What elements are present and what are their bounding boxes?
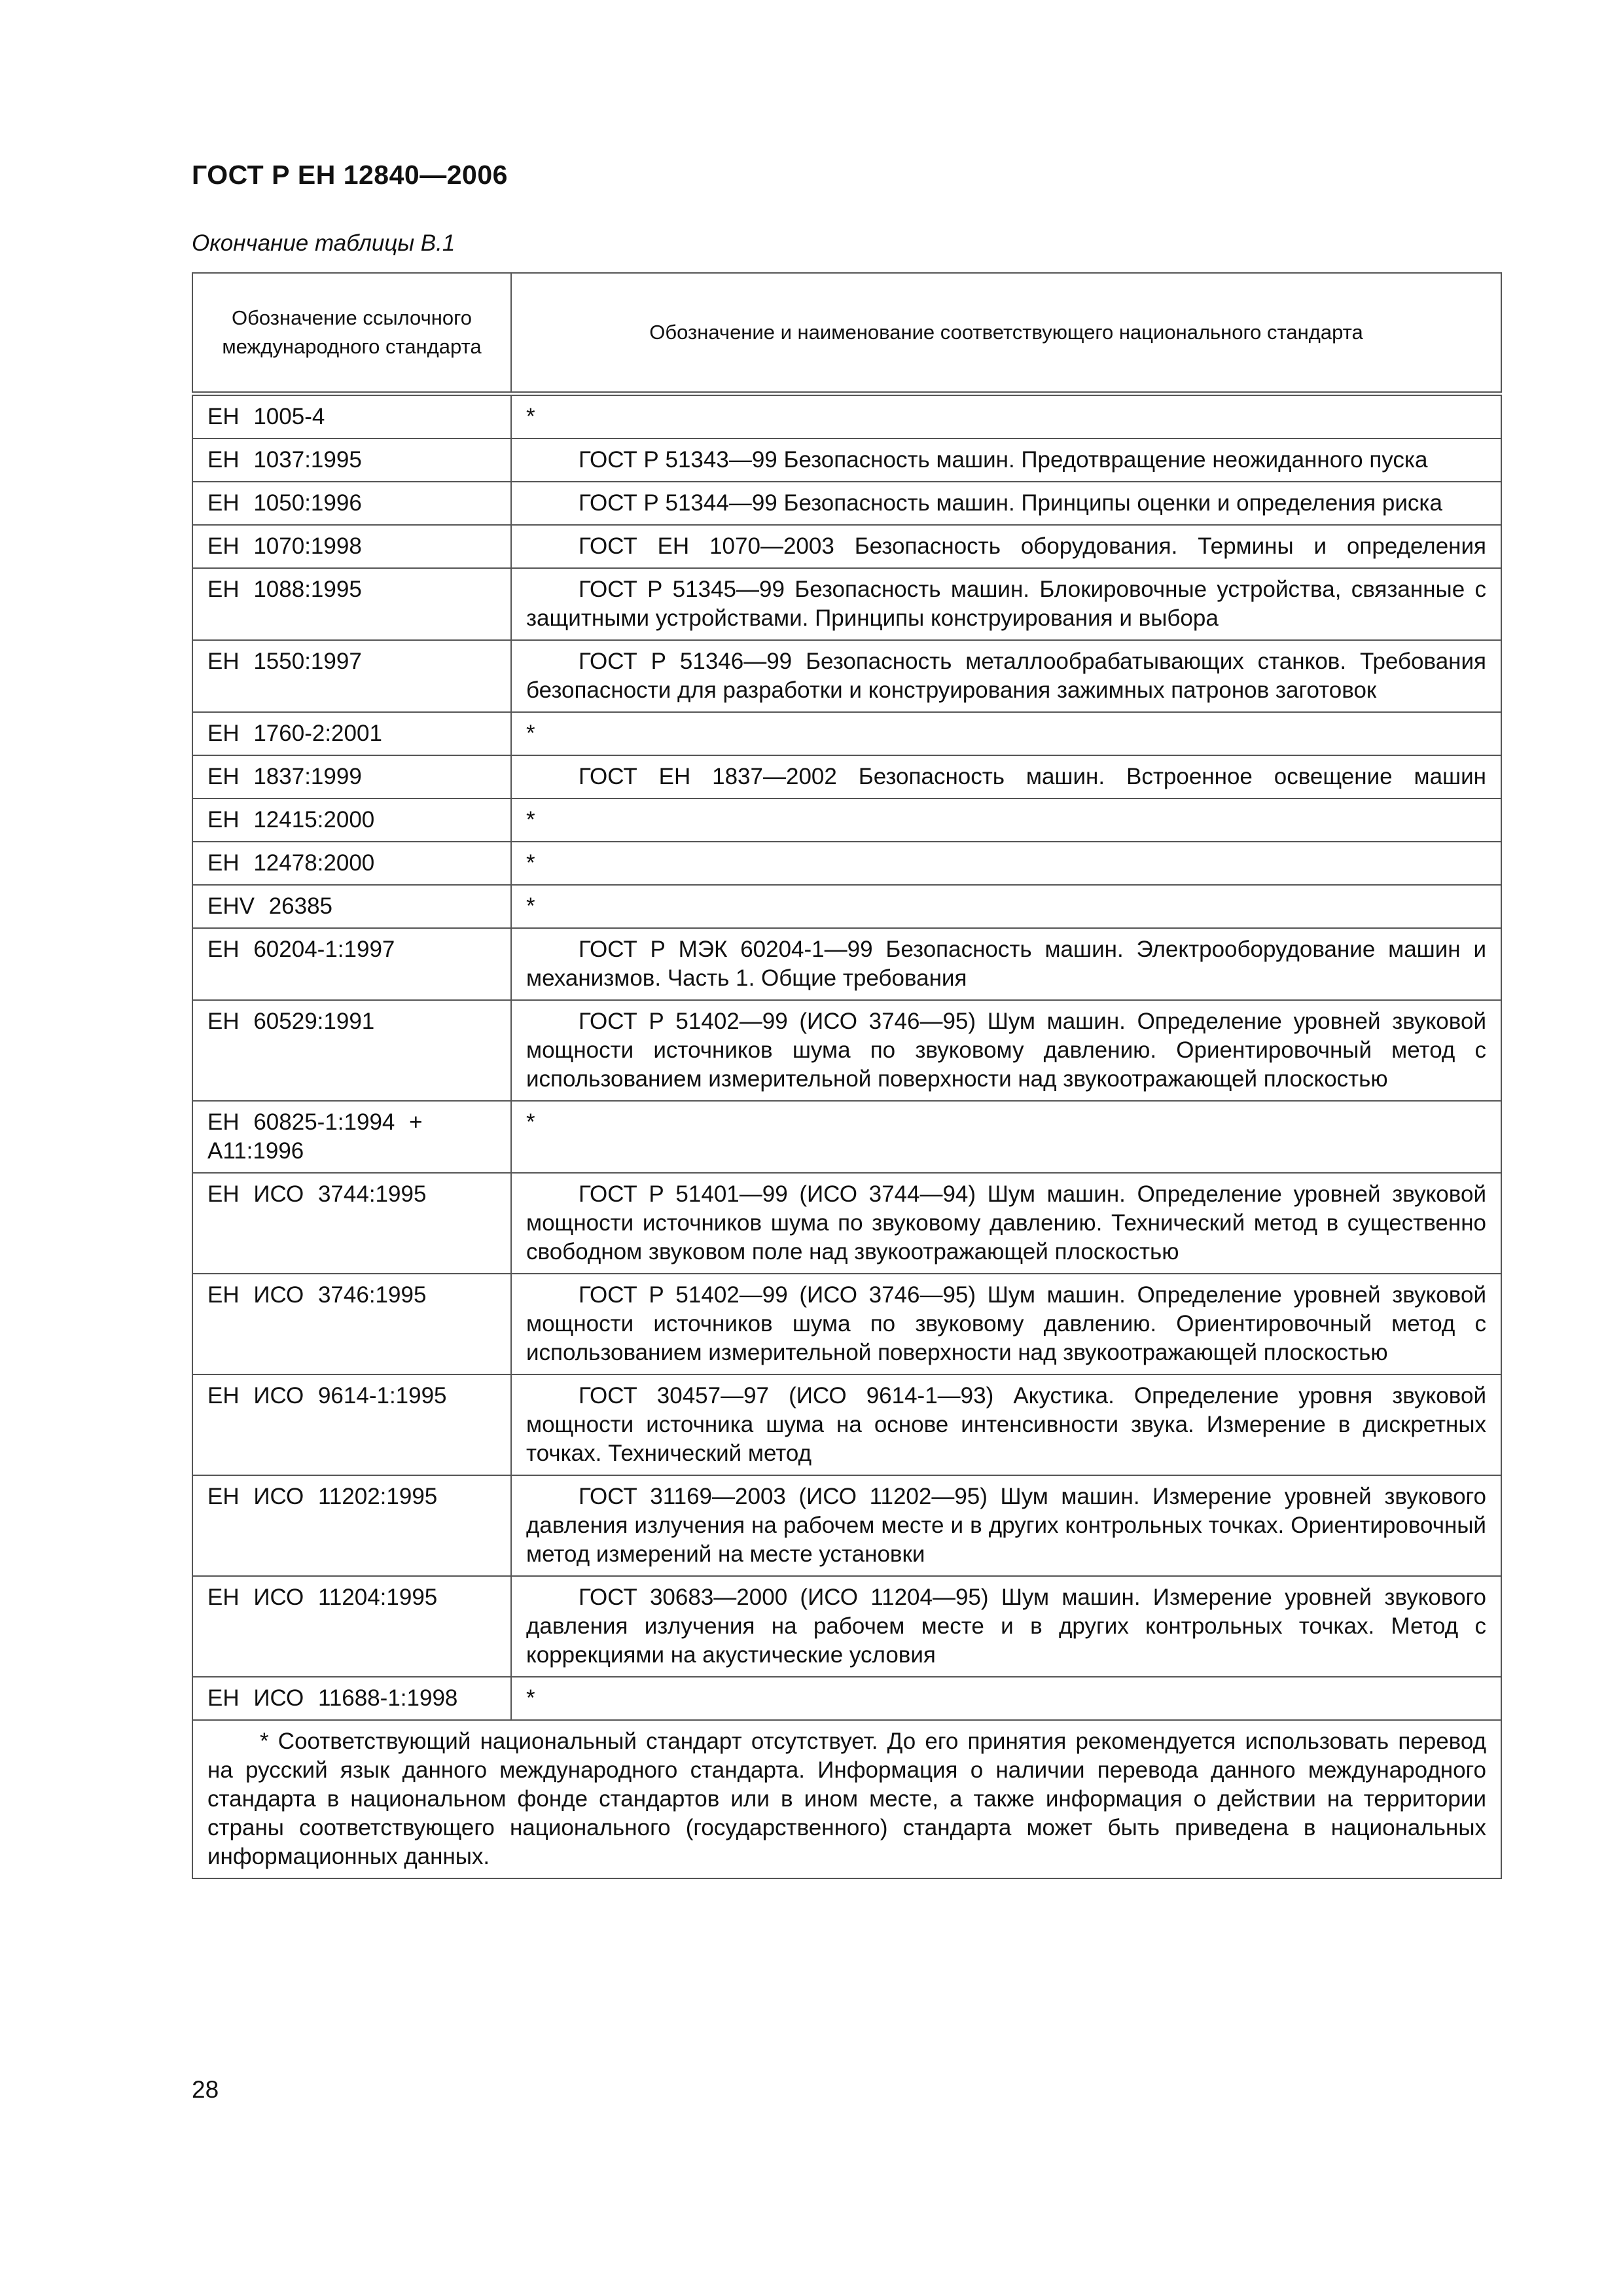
table-row xyxy=(192,1000,1501,1101)
table-caption: Окончание таблицы В.1 xyxy=(192,230,455,256)
table-row xyxy=(192,712,1501,755)
header-national-standard: Обозначение и наименование соответствующего национального стандарта xyxy=(511,273,1501,394)
international-code-cell: ЕН 1088:1995 xyxy=(192,568,511,640)
national-standard-cell: ГОСТ ЕН 1837—2002 Безопасность машин. Встроенное освещение машин xyxy=(511,755,1501,798)
international-code-cell: ЕН 60529:1991 xyxy=(192,1000,511,1101)
table-row xyxy=(192,640,1501,712)
international-code-cell: ЕН ИСО 3744:1995 xyxy=(192,1173,511,1274)
table-row xyxy=(192,798,1501,842)
national-standard-cell: ГОСТ 30457—97 (ИСО 9614-1—93) Акустика. Определение уровня звуковой мощности источника шума на основе интенсивности звука. Измерение в дискретных точках. Технический метод xyxy=(511,1374,1501,1475)
national-standard-cell: * xyxy=(511,394,1501,439)
table-header-row xyxy=(192,273,1501,394)
national-standard-cell: * xyxy=(511,1101,1501,1173)
table-row xyxy=(192,1677,1501,1720)
national-standard-cell: ГОСТ Р 51402—99 (ИСО 3746—95) Шум машин. Определение уровней звуковой мощности источников шума по звуковому давлению. Ориентировочный метод с использованием измерительной поверхности над звукоотражающей плоскостью xyxy=(511,1274,1501,1374)
table-row xyxy=(192,755,1501,798)
table-row xyxy=(192,1173,1501,1274)
national-standard-cell: ГОСТ ЕН 1070—2003 Безопасность оборудования. Термины и определения xyxy=(511,525,1501,568)
national-standard-cell: ГОСТ Р 51401—99 (ИСО 3744—94) Шум машин. Определение уровней звуковой мощности источников шума по звуковому давлению. Технический метод в существенно свободном звуковом поле над звукоотражающей плоскостью xyxy=(511,1173,1501,1274)
standards-table xyxy=(192,272,1502,1879)
national-standard-cell: * xyxy=(511,842,1501,885)
national-standard-cell: ГОСТ Р 51402—99 (ИСО 3746—95) Шум машин. Определение уровней звуковой мощности источников шума по звуковому давлению. Ориентировочный метод с использованием измерительной поверхности над звукоотражающей плоскостью xyxy=(511,1000,1501,1101)
table-row xyxy=(192,482,1501,525)
international-code-cell: ЕН 1037:1995 xyxy=(192,439,511,482)
national-standard-cell: * xyxy=(511,885,1501,928)
national-standard-cell: * xyxy=(511,712,1501,755)
table-row xyxy=(192,885,1501,928)
international-code-cell: ЕН 60204-1:1997 xyxy=(192,928,511,1000)
international-code-cell: ЕН 60825-1:1994 + А11:1996 xyxy=(192,1101,511,1173)
table-row xyxy=(192,439,1501,482)
table-row xyxy=(192,1576,1501,1677)
international-code-cell: ЕН ИСО 11202:1995 xyxy=(192,1475,511,1576)
table-row xyxy=(192,1475,1501,1576)
national-standard-cell: ГОСТ Р 51344—99 Безопасность машин. Принципы оценки и определения риска xyxy=(511,482,1501,525)
national-standard-cell: ГОСТ Р 51345—99 Безопасность машин. Блокировочные устройства, связанные с защитными устройствами. Принципы конструирования и выбора xyxy=(511,568,1501,640)
international-code-cell: ЕН ИСО 9614-1:1995 xyxy=(192,1374,511,1475)
international-code-cell: ЕН 1550:1997 xyxy=(192,640,511,712)
international-code-cell: ЕН 1050:1996 xyxy=(192,482,511,525)
international-code-cell: ЕН 12415:2000 xyxy=(192,798,511,842)
table-footnote-row xyxy=(192,1720,1501,1878)
international-code-cell: ЕН 1837:1999 xyxy=(192,755,511,798)
table-footnote: * Соответствующий национальный стандарт отсутствует. До его принятия рекомендуется использовать перевод на русский язык данного международного стандарта. Информация о наличии перевода данного международного стандарта в национальном фонде стандартов или в ином месте, а также информация о действии на территории страны соответствующего национального (государственного) стандарта может быть приведена в национальных информационных данных. xyxy=(192,1720,1501,1878)
table-row xyxy=(192,928,1501,1000)
international-code-cell: ЕН 1005-4 xyxy=(192,394,511,439)
table-row xyxy=(192,1101,1501,1173)
international-code-cell: ЕН 1760-2:2001 xyxy=(192,712,511,755)
table-row xyxy=(192,1374,1501,1475)
table-row xyxy=(192,842,1501,885)
national-standard-cell: ГОСТ Р 51343—99 Безопасность машин. Предотвращение неожиданного пуска xyxy=(511,439,1501,482)
national-standard-cell: * xyxy=(511,798,1501,842)
page-number: 28 xyxy=(192,2076,219,2103)
table-row xyxy=(192,394,1501,439)
national-standard-cell: ГОСТ 31169—2003 (ИСО 11202—95) Шум машин. Измерение уровней звукового давления излучения на рабочем месте и в других контрольных точках. Ориентировочный метод измерений на месте установки xyxy=(511,1475,1501,1576)
national-standard-cell: * xyxy=(511,1677,1501,1720)
national-standard-cell: ГОСТ Р МЭК 60204-1—99 Безопасность машин. Электрооборудование машин и механизмов. Часть 1. Общие требования xyxy=(511,928,1501,1000)
international-code-cell: ЕН 12478:2000 xyxy=(192,842,511,885)
table-row xyxy=(192,1274,1501,1374)
international-code-cell: ЕНV 26385 xyxy=(192,885,511,928)
document-title: ГОСТ Р ЕН 12840—2006 xyxy=(192,160,508,190)
international-code-cell: ЕН ИСО 11688-1:1998 xyxy=(192,1677,511,1720)
table-row xyxy=(192,525,1501,568)
standards-table-container xyxy=(192,272,1501,1879)
international-code-cell: ЕН ИСО 3746:1995 xyxy=(192,1274,511,1374)
international-code-cell: ЕН 1070:1998 xyxy=(192,525,511,568)
national-standard-cell: ГОСТ Р 51346—99 Безопасность металлообрабатывающих станков. Требования безопасности для разработки и конструирования зажимных патронов заготовок xyxy=(511,640,1501,712)
national-standard-cell: ГОСТ 30683—2000 (ИСО 11204—95) Шум машин. Измерение уровней звукового давления излучения на рабочем месте и в других контрольных точках. Метод с коррекциями на акустические условия xyxy=(511,1576,1501,1677)
international-code-cell: ЕН ИСО 11204:1995 xyxy=(192,1576,511,1677)
header-international-standard: Обозначение ссылочного международного стандарта xyxy=(192,273,511,394)
table-row xyxy=(192,568,1501,640)
